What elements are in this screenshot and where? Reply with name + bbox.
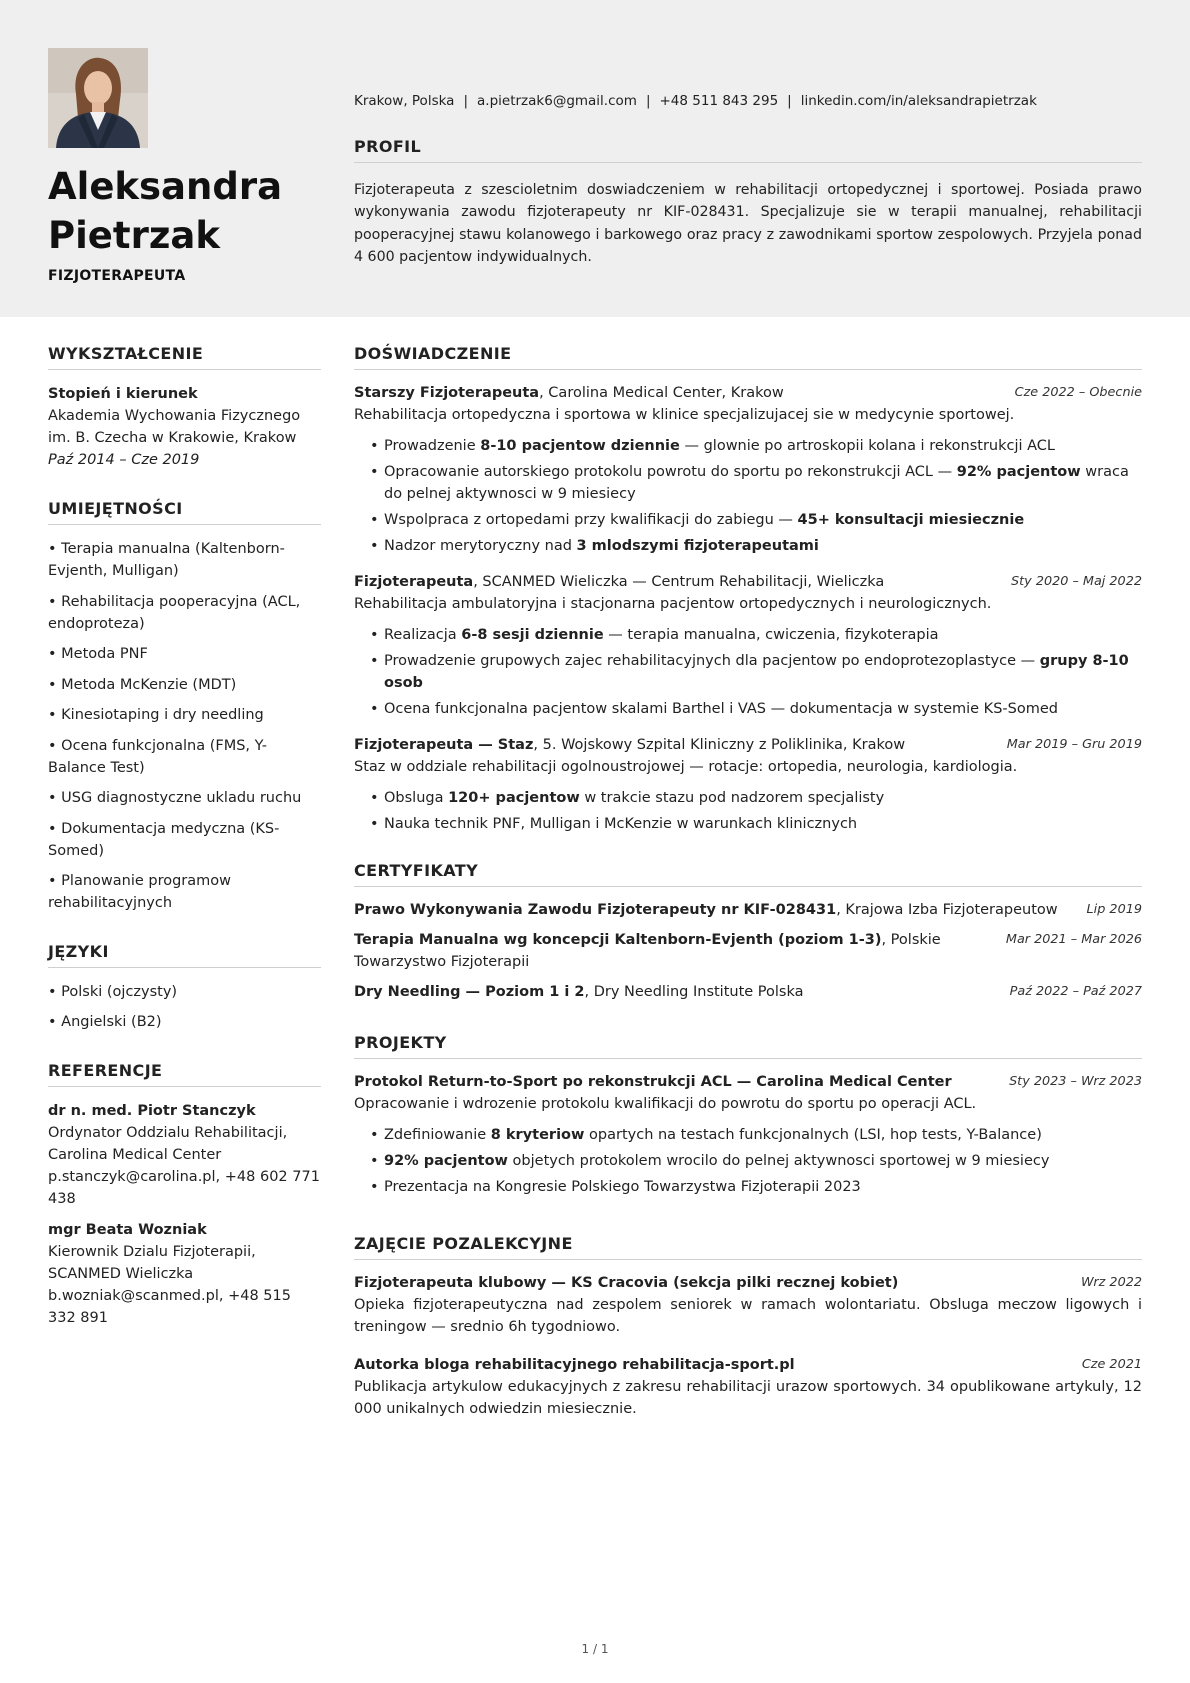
entry-description: Rehabilitacja ortopedyczna i sportowa w klinice specjalizujacej sie w medycynie sportowej. [354, 407, 1015, 423]
bullet-text: Ocena funkcjonalna pacjentow skalami Barthel i VAS — dokumentacja w systemie KS-Somed [384, 701, 1058, 717]
certificate-item [354, 929, 1142, 973]
entry-description: Rehabilitacja ambulatoryjna i stacjonarna pacjentow ortopedycznych i neurologicznych. [354, 596, 992, 612]
skill-item [48, 870, 321, 914]
certificate-item [354, 981, 1142, 1003]
bullet-glyph: • [48, 820, 62, 837]
bullet-list [354, 1124, 1142, 1198]
bullet-glyph: • [48, 737, 62, 754]
bullet-text: — glownie po artroskopii kolana i rekonstrukcji ACL [679, 438, 1055, 454]
entry-heading [354, 571, 1011, 593]
entry-heading [354, 1071, 1009, 1093]
skill-item [48, 674, 321, 696]
certificate-dates: Paź 2022 – Paź 2027 [1009, 984, 1142, 999]
bullet-text: Wspolpraca z ortopedami przy kwalifikacji do zabiegu — [384, 512, 798, 528]
profile-heading: PROFIL [354, 137, 1142, 163]
reference-item [48, 1100, 321, 1210]
reference-role: Kierownik Dzialu Fizjoterapii, SCANMED Wieliczka [48, 1244, 256, 1282]
name-last: Pietrzak [48, 214, 220, 257]
entry-heading [354, 382, 1015, 404]
right-column [354, 344, 1142, 1436]
language-item [48, 981, 321, 1003]
entry-dates: Wrz 2022 [1080, 1275, 1142, 1290]
job-role: Starszy Fizjoterapeuta [354, 385, 540, 401]
certificate-dates: Mar 2021 – Mar 2026 [1005, 932, 1142, 947]
contact-separator: | [463, 93, 469, 109]
employer: , SCANMED Wieliczka — Centrum Rehabilitacji, Wieliczka [473, 574, 885, 590]
bullet-highlight: 120+ pacjentow [448, 790, 580, 806]
bullet-list [354, 624, 1142, 720]
contact-linkedin[interactable]: linkedin.com/in/aleksandrapietrzak [800, 93, 1037, 109]
bullet-item [370, 435, 1142, 457]
education-dates: Paź 2014 – Cze 2019 [48, 452, 200, 468]
references-section [48, 1061, 321, 1329]
bullet-text: opartych na testach funkcjonalnych (LSI, hop tests, Y-Balance) [584, 1127, 1042, 1143]
bullet-item [370, 624, 1142, 646]
entry-heading [354, 734, 1007, 756]
entry-dates: Sty 2023 – Wrz 2023 [1009, 1074, 1142, 1089]
skill-label: Metoda McKenzie (MDT) [61, 676, 237, 693]
entry-heading [354, 1272, 1081, 1294]
project-name: Protokol Return-to-Sport po rekonstrukcji ACL — Carolina Medical Center [354, 1074, 952, 1090]
bullet-text: objetych protokolem wrocilo do pelnej aktywnosci sportowej w 9 miesiecy [507, 1153, 1050, 1169]
bullet-list [354, 435, 1142, 557]
bullet-highlight: 8 kryteriow [490, 1127, 585, 1143]
bullet-highlight: 92% pacjentow [956, 464, 1081, 480]
profile-photo [48, 48, 148, 148]
entry-description: Opieka fizjoterapeutyczna nad zespolem seniorek w ramach wolontariatu. Obsluga meczow ligowych i treningow — srednio 6h tygodniowo. [354, 1297, 1142, 1335]
projects-section [354, 1033, 1142, 1198]
certificates-list [354, 899, 1142, 1003]
bullet-item [370, 698, 1142, 720]
entry-header [354, 1354, 1142, 1376]
experience-heading: DOŚWIADCZENIE [354, 344, 1142, 370]
contact-separator: | [645, 93, 651, 109]
name-first: Aleksandra [48, 165, 283, 208]
bullet-item [370, 1124, 1142, 1146]
entry-description: Opracowanie i wdrozenie protokolu kwalifikacji do powrotu do sportu po operacji ACL. [354, 1096, 977, 1112]
bullet-text: Nauka technik PNF, Mulligan i McKenzie w warunkach klinicznych [384, 816, 858, 832]
bullet-text: Prowadzenie grupowych zajec rehabilitacyjnych dla pacjentow po endoprotezoplastyce — [384, 653, 1040, 669]
references-heading: REFERENCJE [48, 1061, 321, 1087]
bullet-glyph: • [48, 707, 62, 723]
bullet-list [354, 787, 1142, 835]
skill-item [48, 643, 321, 665]
page-number: 1 / 1 [581, 1642, 609, 1656]
bullet-item [370, 650, 1142, 694]
language-label: Polski (ojczysty) [61, 984, 178, 1000]
entry-description: Publikacja artykulow edukacyjnych z zakresu rehabilitacji urazow sportowych. 34 opublikowane artykuly, 12 000 unikalnych odwiedzin miesiecznie. [354, 1379, 1142, 1417]
entry-dates: Cze 2021 [1081, 1357, 1142, 1372]
skill-item [48, 787, 321, 809]
language-item [48, 1011, 321, 1033]
bullet-text: w trakcie stazu pod nadzorem specjalisty [579, 790, 885, 806]
skill-item [48, 818, 321, 862]
entry-header [354, 571, 1142, 593]
contact-line [354, 93, 1037, 109]
extracurricular-entry [354, 1354, 1142, 1420]
bullet-text: Prowadzenie [384, 438, 481, 454]
entry-header [354, 734, 1142, 756]
bullet-glyph: • [48, 646, 62, 662]
bullet-glyph: • [48, 541, 62, 557]
bullet-highlight: 6-8 sesji dziennie [461, 627, 604, 643]
job-role: Fizjoterapeuta [354, 574, 474, 590]
reference-item [48, 1219, 321, 1329]
skill-item [48, 735, 321, 779]
certificate-name: Prawo Wykonywania Zawodu Fizjoterapeuty nr KIF-028431 [354, 902, 837, 918]
languages-heading: JĘZYKI [48, 942, 321, 968]
skill-label: Terapia manualna (Kaltenborn-Evjenth, Mulligan) [48, 541, 285, 579]
entry-dates: Sty 2020 – Maj 2022 [1011, 574, 1142, 589]
person-photo-icon [48, 48, 148, 148]
job-title: FIZJOTERAPEUTA [48, 268, 186, 284]
skill-label: Kinesiotaping i dry needling [61, 707, 264, 723]
certificate-name: Terapia Manualna wg koncepcji Kaltenborn-Evjenth (poziom 1-3) [354, 932, 882, 948]
entry-header [354, 1071, 1142, 1093]
bullet-text: Zdefiniowanie [384, 1127, 491, 1143]
education-heading: WYKSZTAŁCENIE [48, 344, 321, 370]
experience-entry [354, 382, 1142, 557]
reference-name: mgr Beata Wozniak [48, 1222, 207, 1238]
skills-list [48, 538, 321, 914]
entry-header [354, 382, 1142, 404]
bullet-glyph: • [48, 984, 62, 1000]
bullet-highlight: 92% pacjentow [384, 1153, 508, 1169]
bullet-text: — terapia manualna, cwiczenia, fizykoterapia [603, 627, 939, 643]
contact-location: Krakow, Polska [354, 93, 455, 109]
projects-heading: PROJEKTY [354, 1033, 1142, 1059]
extracurricular-section [354, 1234, 1142, 1420]
candidate-name [48, 162, 318, 260]
bullet-text: Nadzor merytoryczny nad [384, 538, 577, 554]
skill-label: Rehabilitacja pooperacyjna (ACL, endoproteza) [48, 593, 301, 632]
entry-header [354, 1272, 1142, 1294]
education-section [48, 344, 321, 471]
employer: , 5. Wojskowy Szpital Kliniczny z Poliklinika, Krakow [533, 737, 906, 753]
skills-section [48, 499, 321, 914]
experience-entry [354, 571, 1142, 720]
bullet-glyph: • [48, 790, 62, 806]
certificate-item [354, 899, 1142, 921]
bullet-highlight: 3 mlodszymi fizjoterapeutami [576, 538, 819, 554]
experience-section [354, 344, 1142, 835]
extracurricular-heading: ZAJĘCIE POZALEKCYJNE [354, 1234, 1142, 1260]
reference-contact[interactable]: p.stanczyk@carolina.pl, +48 602 771 438 [48, 1169, 320, 1207]
certificate-issuer: , Krajowa Izba Fizjoterapeutow [836, 902, 1058, 918]
contact-email[interactable]: a.pietrzak6@gmail.com [477, 93, 637, 109]
activity-name: Autorka bloga rehabilitacyjnego rehabilitacja-sport.pl [354, 1357, 795, 1373]
skill-label: Metoda PNF [61, 646, 148, 662]
reference-name: dr n. med. Piotr Stanczyk [48, 1103, 256, 1119]
bullet-glyph: • [48, 593, 62, 610]
bullet-text: Obsluga [384, 790, 449, 806]
bullet-glyph: • [48, 873, 62, 889]
bullet-item [370, 813, 1142, 835]
languages-list [48, 981, 321, 1033]
skill-item [48, 591, 321, 635]
certificate-name: Dry Needling — Poziom 1 i 2 [354, 984, 585, 1000]
left-column [48, 344, 321, 1357]
certificate-heading [354, 981, 1010, 1003]
entry-dates: Cze 2022 – Obecnie [1014, 385, 1142, 400]
project-entry [354, 1071, 1142, 1198]
skill-label: Ocena funkcjonalna (FMS, Y-Balance Test) [48, 737, 268, 776]
bullet-text: Opracowanie autorskiego protokolu powrotu do sportu po rekonstrukcji ACL — [384, 464, 957, 480]
certificate-dates: Lip 2019 [1086, 902, 1142, 917]
languages-section [48, 942, 321, 1033]
certificate-heading [354, 899, 1087, 921]
skills-heading: UMIEJĘTNOŚCI [48, 499, 321, 525]
certificate-issuer: , Polskie Towarzystwo Fizjoterapii [354, 932, 941, 970]
bullet-glyph: • [48, 1014, 62, 1030]
certificates-section [354, 861, 1142, 1003]
education-school: Akademia Wychowania Fizycznego im. B. Czecha w Krakowie, Krakow [48, 408, 301, 446]
bullet-text: Realizacja [384, 627, 462, 643]
language-label: Angielski (B2) [61, 1014, 162, 1030]
bullet-text: wraca do pelnej aktywnosci w 9 miesiecy [384, 464, 1129, 502]
employer: , Carolina Medical Center, Krakow [539, 385, 784, 401]
bullet-item [370, 509, 1142, 531]
job-role: Fizjoterapeuta — Staz [354, 737, 534, 753]
reference-role: Ordynator Oddzialu Rehabilitacji, Carolina Medical Center [48, 1125, 288, 1163]
bullet-item [370, 787, 1142, 809]
contact-separator: | [787, 93, 792, 109]
reference-contact[interactable]: b.wozniak@scanmed.pl, +48 515 332 891 [48, 1288, 291, 1326]
profile-text: Fizjoterapeuta z szescioletnim doswiadczeniem w rehabilitacji ortopedycznej i sportowej. Posiada prawo wykonywania zawodu fizjoterapeuty nr KIF-028431. Specjalizuje sie w terapii manualnej, rehabilitacji pooperacyjnej stawu kolanowego i barkowego oraz pracy z zawodnikami sportow zespolowych. Przyjela ponad 4 600 pacjentow indywidualnych. [354, 182, 1142, 265]
references-list [48, 1100, 321, 1329]
bullet-glyph: • [48, 676, 62, 693]
skill-item [48, 538, 321, 582]
skill-label: Dokumentacja medyczna (KS-Somed) [48, 820, 280, 859]
bullet-item [370, 1176, 1142, 1198]
bullet-text: Prezentacja na Kongresie Polskiego Towarzystwa Fizjoterapii 2023 [384, 1179, 861, 1195]
experience-entry [354, 734, 1142, 835]
bullet-highlight: 45+ konsultacji miesiecznie [797, 512, 1025, 528]
certificates-heading: CERTYFIKATY [354, 861, 1142, 887]
education-degree: Stopień i kierunek [48, 386, 198, 402]
bullet-item [370, 1150, 1142, 1172]
entry-dates: Mar 2019 – Gru 2019 [1006, 737, 1142, 752]
bullet-item [370, 461, 1142, 505]
bullet-highlight: 8-10 pacjentow dziennie [480, 438, 680, 454]
bullet-highlight: grupy 8-10 osob [384, 653, 1129, 691]
entry-heading [354, 1354, 1082, 1376]
entry-description: Staz w oddziale rehabilitacji ogolnoustrojowej — rotacje: ortopedia, neurologia, kardiologia. [354, 759, 1018, 775]
certificate-heading [354, 929, 1006, 973]
certificate-issuer: , Dry Needling Institute Polska [584, 984, 804, 1000]
contact-phone[interactable]: +48 511 843 295 [659, 93, 779, 109]
skill-label: Planowanie programow rehabilitacyjnych [48, 873, 232, 911]
extracurricular-list [354, 1272, 1142, 1420]
experience-list [354, 382, 1142, 835]
profile-section [354, 137, 1142, 268]
activity-name: Fizjoterapeuta klubowy — KS Cracovia (sekcja pilki recznej kobiet) [354, 1275, 899, 1291]
bullet-item [370, 535, 1142, 557]
skill-label: USG diagnostyczne ukladu ruchu [61, 790, 302, 806]
extracurricular-entry [354, 1272, 1142, 1338]
skill-item [48, 704, 321, 726]
projects-list [354, 1071, 1142, 1198]
